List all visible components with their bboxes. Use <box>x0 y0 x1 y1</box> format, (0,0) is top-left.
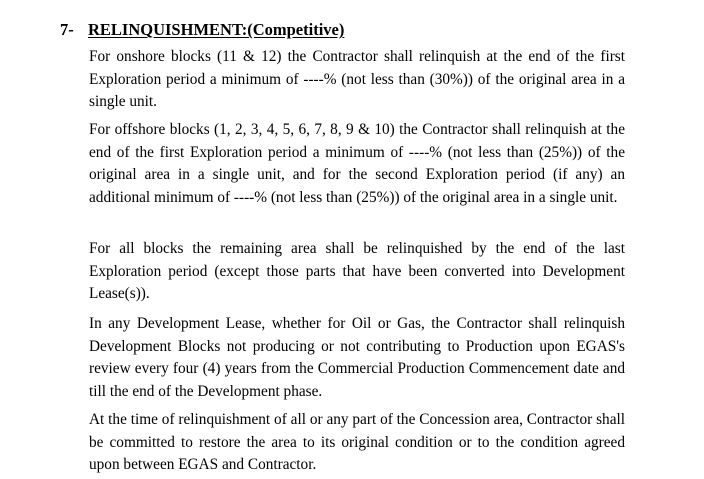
section-title: RELINQUISHMENT:(Competitive) <box>88 20 345 39</box>
paragraph-restoration: At the time of relinquishment of all or any part of the Concession area, Contractor shall be committed to restore the area to its original condition or to the condition agreed upon between EGAS and Contractor. <box>89 411 625 474</box>
paragraph-remaining-area: For all blocks the remaining area shall be relinquished by the end of the last Exploration period (except those parts that have been converted into Development Lease(s)). <box>89 240 625 303</box>
paragraph-offshore-blocks: For offshore blocks (1, 2, 3, 4, 5, 6, 7, 8, 9 & 10) the Contractor shall relinquish at the end of the first Exploration period a minimum of ----% (not less than (25%)) of the original area in a single unit, and for the second Exploration period (if any) an additional minimum of ----% (not less than (25%)) of the original area in a single unit. <box>89 121 625 206</box>
paragraph-development-lease: In any Development Lease, whether for Oil or Gas, the Contractor shall relinquish Development Blocks not producing or not contributing to Production upon EGAS's review every four (4) years from the Commercial Production Commencement date and till the end of the Development phase. <box>89 315 625 400</box>
section-heading <box>60 19 344 41</box>
paragraph-onshore-blocks: For onshore blocks (11 & 12) the Contractor shall relinquish at the end of the first Exploration period a minimum of ----% (not less than (30%)) of the original area in a single unit. <box>89 48 625 111</box>
section-number: 7- <box>60 20 74 39</box>
